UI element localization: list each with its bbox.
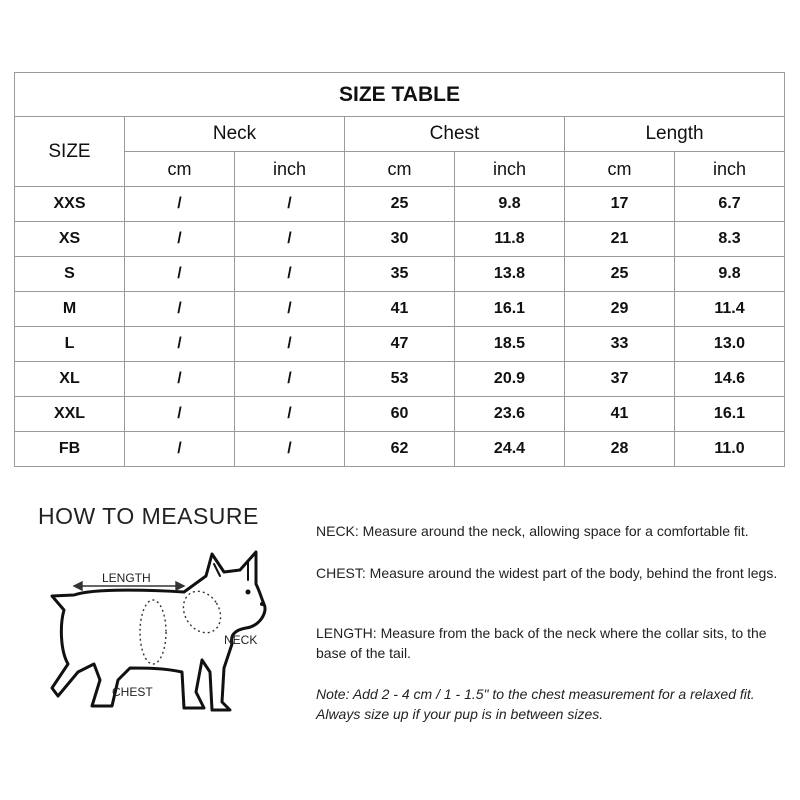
size-cell: XS (15, 222, 125, 257)
value-cell: 60 (345, 397, 455, 432)
table-row (15, 432, 785, 467)
value-cell: 13.0 (675, 327, 785, 362)
unit-header: inch (455, 152, 565, 187)
value-cell: 18.5 (455, 327, 565, 362)
value-cell: / (125, 292, 235, 327)
neck-label: NECK (224, 633, 258, 647)
length-label: LENGTH (102, 571, 151, 585)
value-cell: / (235, 292, 345, 327)
table-row (15, 257, 785, 292)
value-cell: 37 (565, 362, 675, 397)
value-cell: / (125, 327, 235, 362)
value-cell: 41 (345, 292, 455, 327)
value-cell: 6.7 (675, 187, 785, 222)
size-cell: FB (15, 432, 125, 467)
value-cell: 21 (565, 222, 675, 257)
table-row (15, 187, 785, 222)
unit-header: inch (235, 152, 345, 187)
size-column-header: SIZE (15, 117, 125, 187)
table-row (15, 397, 785, 432)
value-cell: / (125, 397, 235, 432)
value-cell: 28 (565, 432, 675, 467)
length-instruction: LENGTH: Measure from the back of the neck where the collar sits, to the base of the tail. (316, 625, 767, 661)
table-body (15, 187, 785, 467)
value-cell: / (125, 362, 235, 397)
value-cell: 16.1 (455, 292, 565, 327)
table-row (15, 327, 785, 362)
table-title: SIZE TABLE (15, 73, 785, 117)
unit-header: inch (675, 152, 785, 187)
neck-instruction: NECK: Measure around the neck, allowing space for a comfortable fit. (316, 523, 749, 539)
size-cell: XXL (15, 397, 125, 432)
value-cell: 17 (565, 187, 675, 222)
size-cell: XL (15, 362, 125, 397)
value-cell: 35 (345, 257, 455, 292)
unit-header: cm (345, 152, 455, 187)
value-cell: / (235, 222, 345, 257)
value-cell: / (125, 257, 235, 292)
value-cell: / (235, 327, 345, 362)
unit-header: cm (125, 152, 235, 187)
size-table (14, 72, 785, 467)
value-cell: 33 (565, 327, 675, 362)
size-cell: M (15, 292, 125, 327)
value-cell: 30 (345, 222, 455, 257)
value-cell: / (235, 432, 345, 467)
neck-group-header: Neck (125, 117, 345, 152)
value-cell: 41 (565, 397, 675, 432)
value-cell: 53 (345, 362, 455, 397)
value-cell: 23.6 (455, 397, 565, 432)
table-row (15, 222, 785, 257)
value-cell: 11.0 (675, 432, 785, 467)
size-cell: S (15, 257, 125, 292)
value-cell: / (235, 362, 345, 397)
value-cell: / (125, 187, 235, 222)
size-cell: L (15, 327, 125, 362)
chest-label: CHEST (112, 685, 153, 699)
value-cell: 20.9 (455, 362, 565, 397)
chest-group-header: Chest (345, 117, 565, 152)
value-cell: 9.8 (455, 187, 565, 222)
value-cell: 16.1 (675, 397, 785, 432)
value-cell: 62 (345, 432, 455, 467)
how-to-measure-title: HOW TO MEASURE (38, 503, 259, 529)
value-cell: 9.8 (675, 257, 785, 292)
value-cell: / (125, 432, 235, 467)
value-cell: 11.8 (455, 222, 565, 257)
value-cell: 13.8 (455, 257, 565, 292)
value-cell: 25 (565, 257, 675, 292)
unit-header: cm (565, 152, 675, 187)
length-group-header: Length (565, 117, 785, 152)
value-cell: 8.3 (675, 222, 785, 257)
value-cell: 11.4 (675, 292, 785, 327)
value-cell: 29 (565, 292, 675, 327)
size-cell: XXS (15, 187, 125, 222)
table-row (15, 292, 785, 327)
value-cell: / (235, 257, 345, 292)
fit-note: Note: Add 2 - 4 cm / 1 - 1.5" to the chest measurement for a relaxed fit. Always size up if your pup is in between sizes. (316, 686, 755, 722)
value-cell: 24.4 (455, 432, 565, 467)
value-cell: / (235, 187, 345, 222)
value-cell: / (125, 222, 235, 257)
value-cell: / (235, 397, 345, 432)
value-cell: 25 (345, 187, 455, 222)
dog-outline-icon (34, 540, 284, 740)
chest-instruction: CHEST: Measure around the widest part of the body, behind the front legs. (316, 565, 778, 581)
table-row (15, 362, 785, 397)
value-cell: 47 (345, 327, 455, 362)
value-cell: 14.6 (675, 362, 785, 397)
